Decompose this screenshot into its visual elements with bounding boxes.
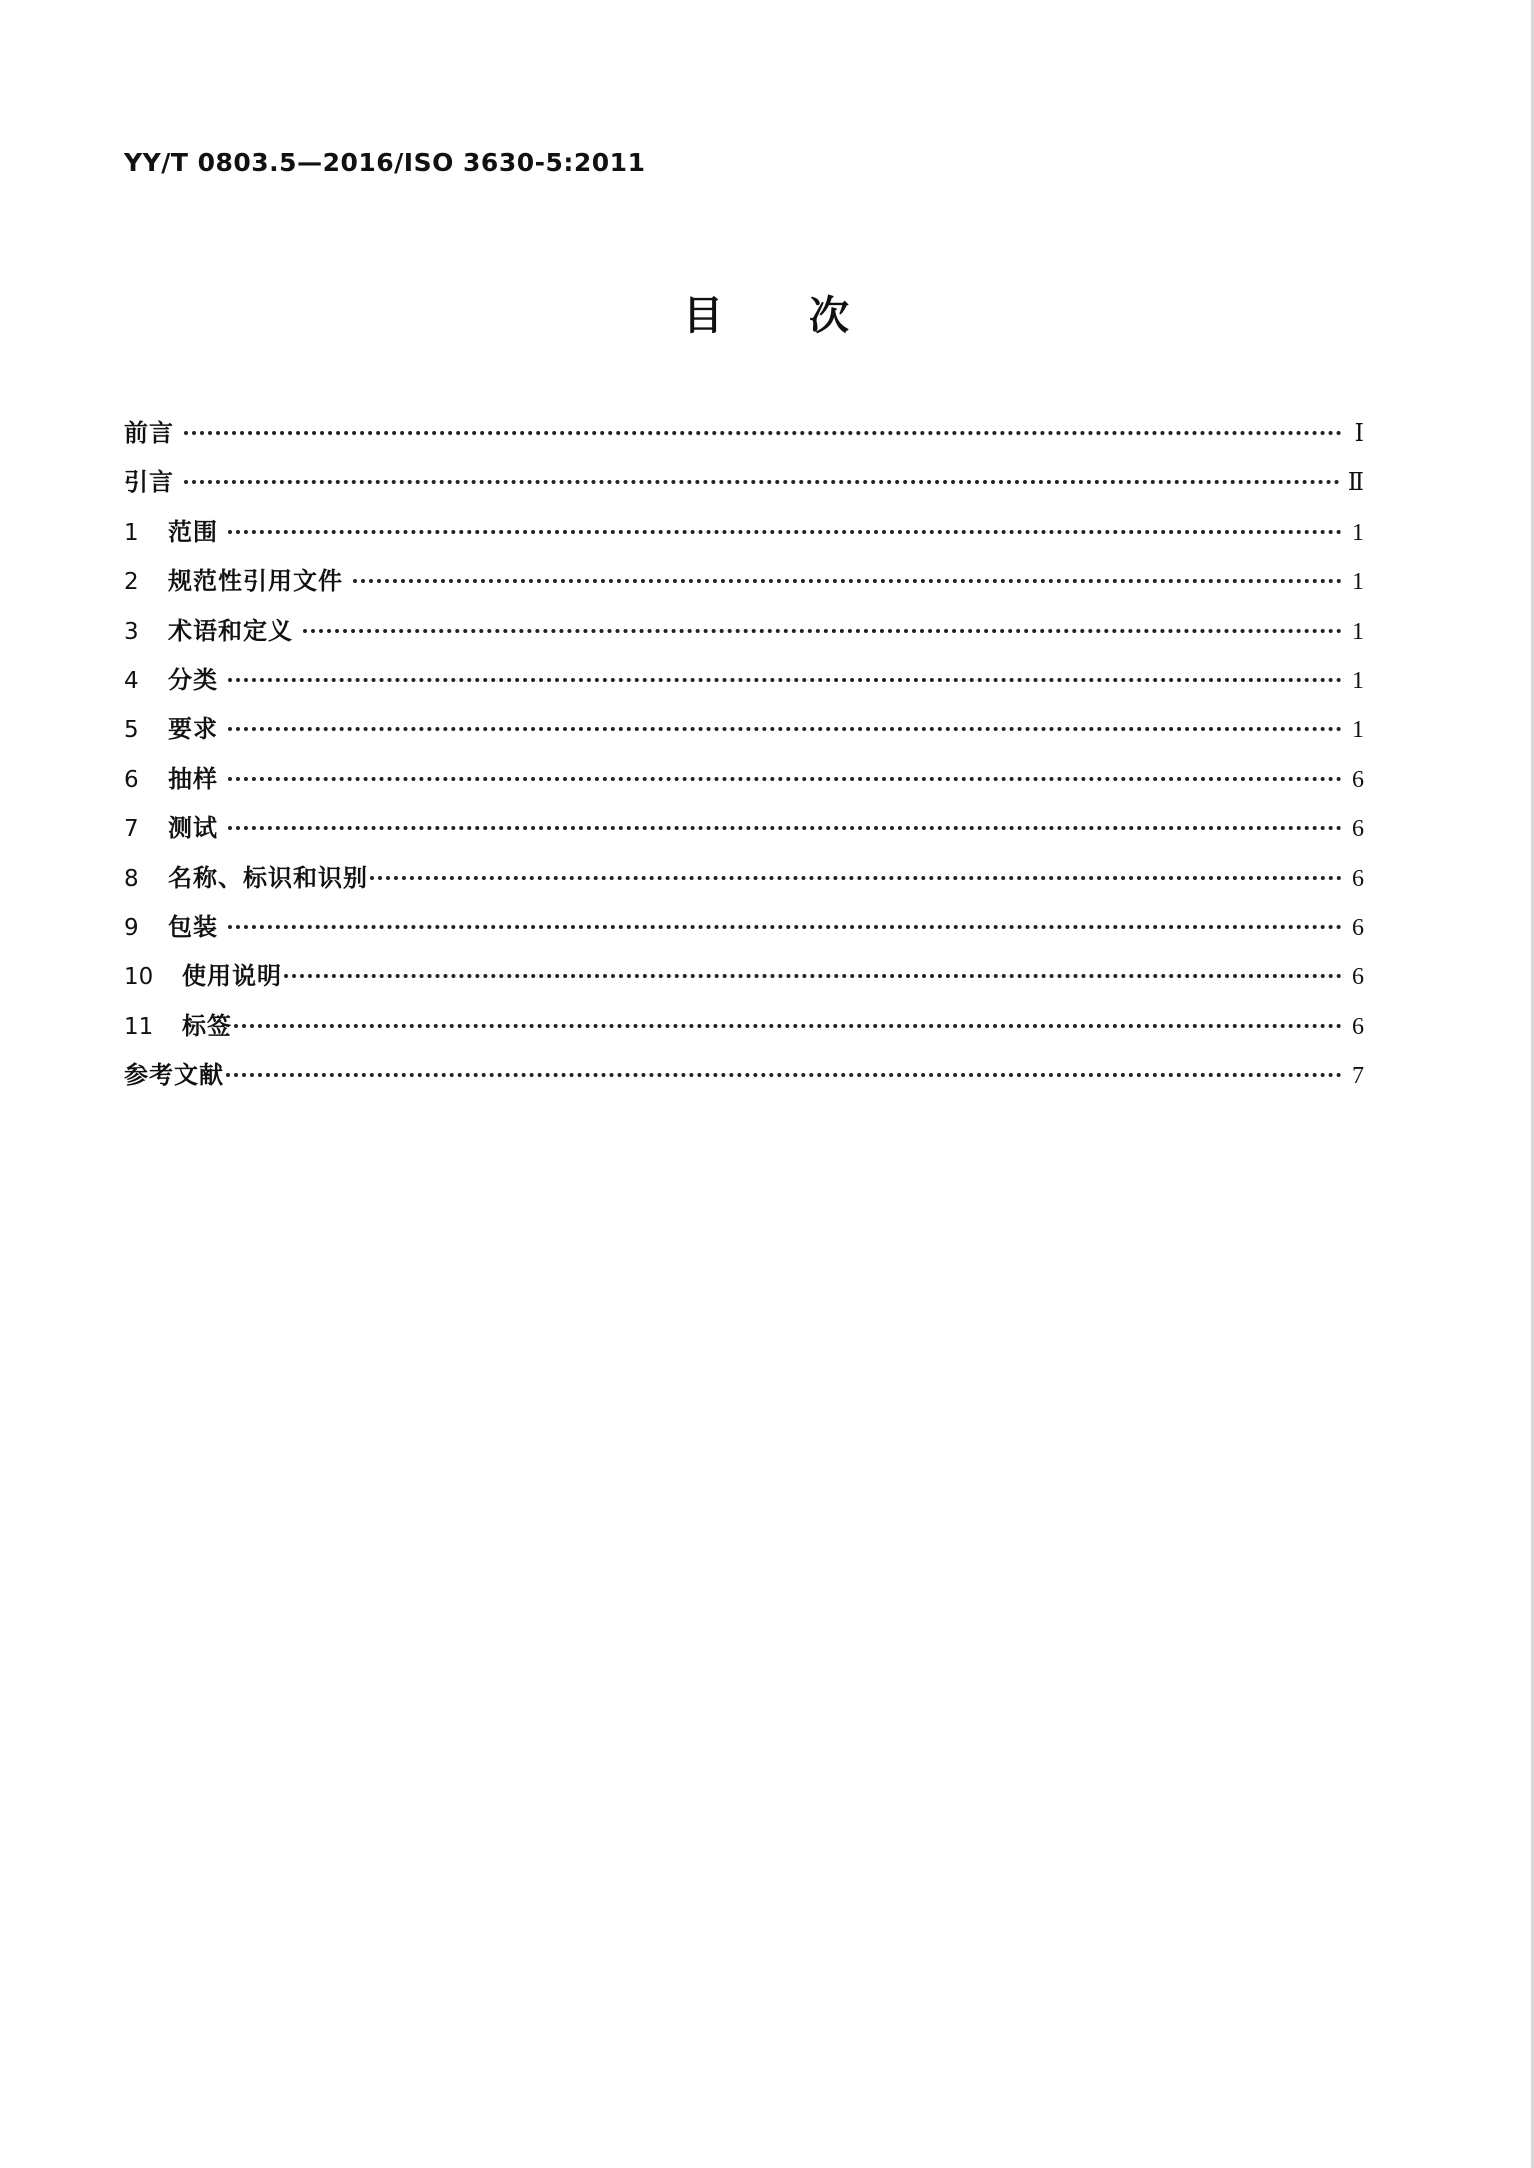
toc-entry-classification[interactable] (124, 665, 1364, 714)
toc-entry-label: 术语和定义 (168, 616, 293, 645)
toc-entry-label: 分类 (168, 665, 218, 694)
toc-entry-normative-references[interactable] (124, 566, 1364, 615)
toc-page-number: 1 (1352, 618, 1364, 645)
toc-page-number: 7 (1352, 1063, 1364, 1090)
toc-page-number: Ⅱ (1347, 470, 1364, 497)
toc-entry-label: 测试 (168, 814, 218, 843)
toc-entry-requirements[interactable] (124, 714, 1364, 763)
toc-entry-number: 11 (124, 1013, 154, 1040)
toc-page-number: 1 (1352, 519, 1364, 546)
toc-dot-leader (370, 876, 1342, 880)
toc-entry-number: 6 (124, 766, 139, 793)
toc-dot-leader (228, 727, 1342, 731)
toc-entry-sampling[interactable] (124, 764, 1364, 813)
toc-entry-scope[interactable] (124, 517, 1364, 566)
toc-title: 目 次 (683, 293, 851, 339)
toc-page-number: 6 (1352, 1013, 1364, 1040)
table-of-contents (124, 418, 1364, 1109)
toc-entry-introduction[interactable] (124, 467, 1364, 516)
toc-dot-leader (284, 974, 1342, 978)
toc-entry-instructions-for-use[interactable] (124, 961, 1364, 1010)
toc-page-number: 6 (1352, 766, 1364, 793)
toc-dot-leader (228, 777, 1342, 781)
toc-dot-leader (184, 431, 1342, 435)
toc-entry-designation-marking[interactable] (124, 863, 1364, 912)
toc-entry-label: 范围 (168, 517, 218, 546)
toc-entry-number: 10 (124, 964, 154, 991)
toc-dot-leader (228, 925, 1342, 929)
toc-dot-leader (228, 678, 1342, 682)
toc-entry-packaging[interactable] (124, 912, 1364, 961)
toc-entry-labelling[interactable] (124, 1011, 1364, 1060)
toc-entry-number: 2 (124, 569, 139, 596)
toc-entry-number: 5 (124, 717, 139, 744)
toc-entry-label: 名称、标识和识别 (168, 863, 368, 892)
toc-entry-bibliography[interactable] (124, 1060, 1364, 1109)
toc-page-number: 6 (1352, 816, 1364, 843)
toc-entry-number: 1 (124, 519, 139, 546)
toc-entry-label: 参考文献 (124, 1061, 224, 1090)
toc-page-number: 1 (1352, 667, 1364, 694)
toc-page-number: Ⅰ (1354, 421, 1364, 447)
toc-entry-label: 抽样 (168, 764, 218, 793)
toc-dot-leader (226, 1073, 1342, 1077)
toc-entry-number: 8 (124, 865, 139, 892)
toc-dot-leader (303, 629, 1342, 633)
toc-entry-terms-definitions[interactable] (124, 616, 1364, 665)
toc-entry-label: 使用说明 (182, 962, 282, 991)
toc-dot-leader (228, 530, 1342, 534)
toc-page-number: 6 (1352, 865, 1364, 892)
toc-dot-leader (184, 480, 1340, 484)
toc-entry-label: 包装 (168, 912, 218, 941)
toc-page-number: 6 (1352, 914, 1364, 941)
toc-entry-number: 9 (124, 914, 139, 941)
toc-entry-label: 要求 (168, 715, 218, 744)
toc-dot-leader (353, 579, 1342, 583)
toc-entry-label: 引言 (124, 468, 174, 497)
toc-entry-foreword[interactable] (124, 418, 1364, 467)
toc-page-number: 6 (1352, 964, 1364, 991)
standard-code: YY/T 0803.5—2016/ISO 3630-5:2011 (124, 148, 646, 177)
toc-entry-number: 7 (124, 816, 139, 843)
toc-entry-number: 3 (124, 618, 139, 645)
toc-entry-label: 前言 (124, 419, 174, 447)
toc-entry-label: 标签 (182, 1011, 232, 1040)
toc-entry-testing[interactable] (124, 813, 1364, 862)
toc-page-number: 1 (1352, 569, 1364, 596)
toc-entry-number: 4 (124, 667, 139, 694)
toc-dot-leader (228, 826, 1342, 830)
toc-entry-label: 规范性引用文件 (168, 567, 343, 596)
toc-page-number: 1 (1352, 717, 1364, 744)
toc-dot-leader (234, 1024, 1342, 1028)
